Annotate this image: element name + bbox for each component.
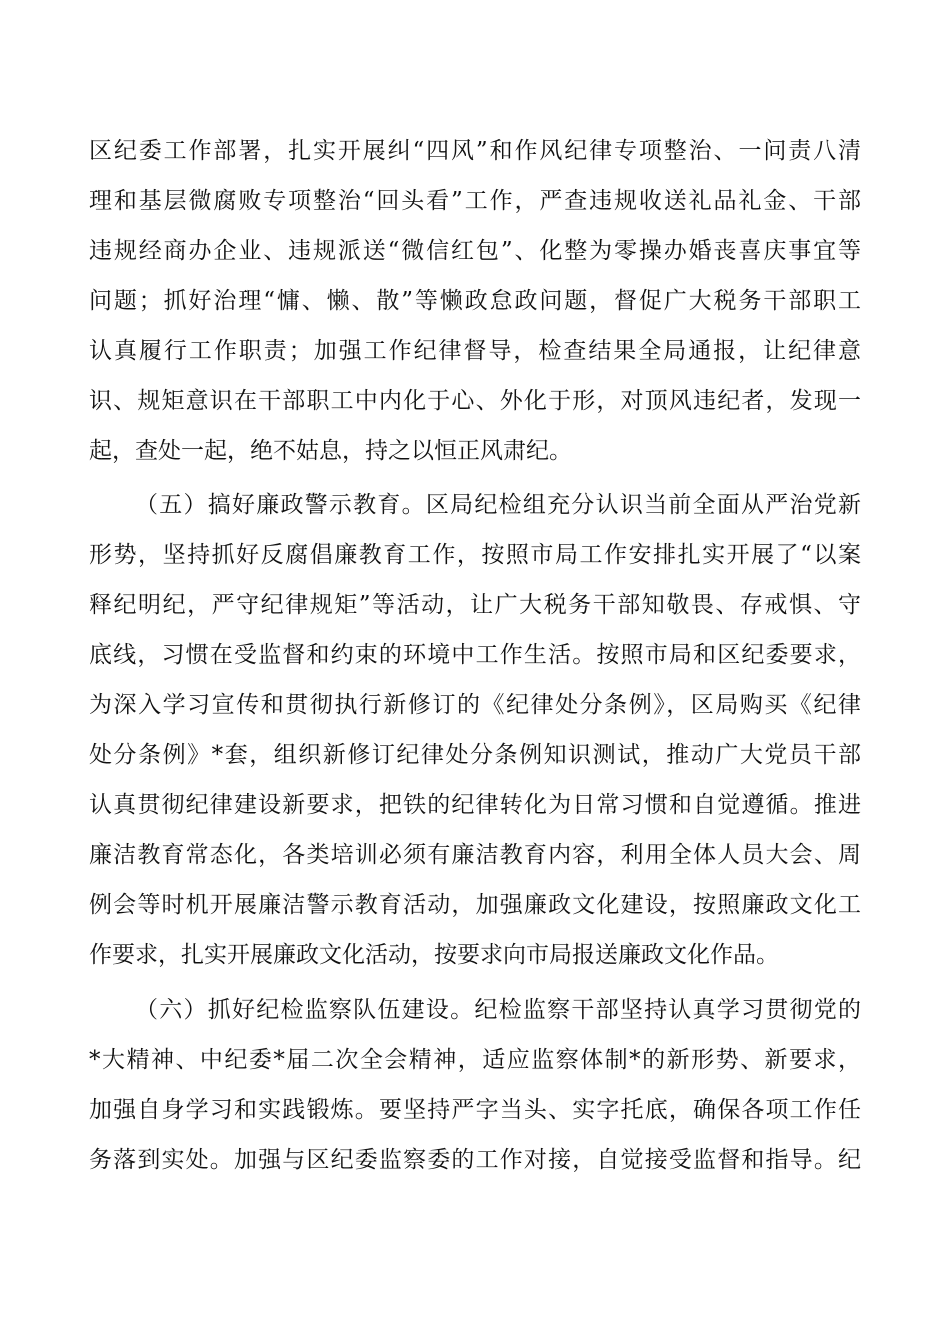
text-line: 认真贯彻纪律建设新要求，把铁的纪律转化为日常习惯和自觉遵循。推进 xyxy=(89,792,861,818)
text-line: 起，查处一起，绝不姑息，持之以恒正风肃纪。 xyxy=(89,438,572,464)
text-line: 释纪明纪，严守纪律规矩”等活动，让广大税务干部知敬畏、存戒惧、守 xyxy=(89,592,861,618)
text-line: 廉洁教育常态化，各类培训必须有廉洁教育内容，利用全体人员大会、周 xyxy=(89,842,861,868)
text-line: 区纪委工作部署，扎实开展纠“四风”和作风纪律专项整治、一问责八清 xyxy=(89,138,861,164)
text-line: 问题；抓好治理“慵、懒、散”等懒政怠政问题，督促广大税务干部职工 xyxy=(89,288,861,314)
text-line: 理和基层微腐败专项整治“回头看”工作，严查违规收送礼品礼金、干部 xyxy=(89,188,861,214)
text-line: 形势，坚持抓好反腐倡廉教育工作，按照市局工作安排扎实开展了“以案 xyxy=(89,542,861,568)
text-line: 违规经商办企业、违规派送“微信红包”、化整为零操办婚丧喜庆事宜等 xyxy=(89,238,861,264)
text-line: 例会等时机开展廉洁警示教育活动，加强廉政文化建设，按照廉政文化工 xyxy=(89,892,861,918)
text-line: 为深入学习宣传和贯彻执行新修订的《纪律处分条例》，区局购买《纪律 xyxy=(89,692,861,718)
text-line: 加强自身学习和实践锻炼。要坚持严字当头、实字托底，确保各项工作任 xyxy=(89,1097,861,1123)
text-line: 处分条例》*套，组织新修订纪律处分条例知识测试，推动广大党员干部 xyxy=(89,742,861,768)
section-heading-line: （六）抓好纪检监察队伍建设。纪检监察干部坚持认真学习贯彻党的 xyxy=(135,997,861,1023)
text-line: 底线，习惯在受监督和约束的环境中工作生活。按照市局和区纪委要求， xyxy=(89,642,861,668)
text-line: 务落到实处。加强与区纪委监察委的工作对接，自觉接受监督和指导。纪 xyxy=(89,1147,861,1173)
text-line: 认真履行工作职责；加强工作纪律督导，检查结果全局通报，让纪律意 xyxy=(89,338,861,364)
text-line: 识、规矩意识在干部职工中内化于心、外化于形，对顶风违纪者，发现一 xyxy=(89,388,861,414)
text-line: *大精神、中纪委*届二次全会精神，适应监察体制*的新形势、新要求， xyxy=(89,1047,861,1073)
section-heading-line: （五）搞好廉政警示教育。区局纪检组充分认识当前全面从严治党新 xyxy=(135,492,861,518)
text-line: 作要求，扎实开展廉政文化活动，按要求向市局报送廉政文化作品。 xyxy=(89,942,779,968)
